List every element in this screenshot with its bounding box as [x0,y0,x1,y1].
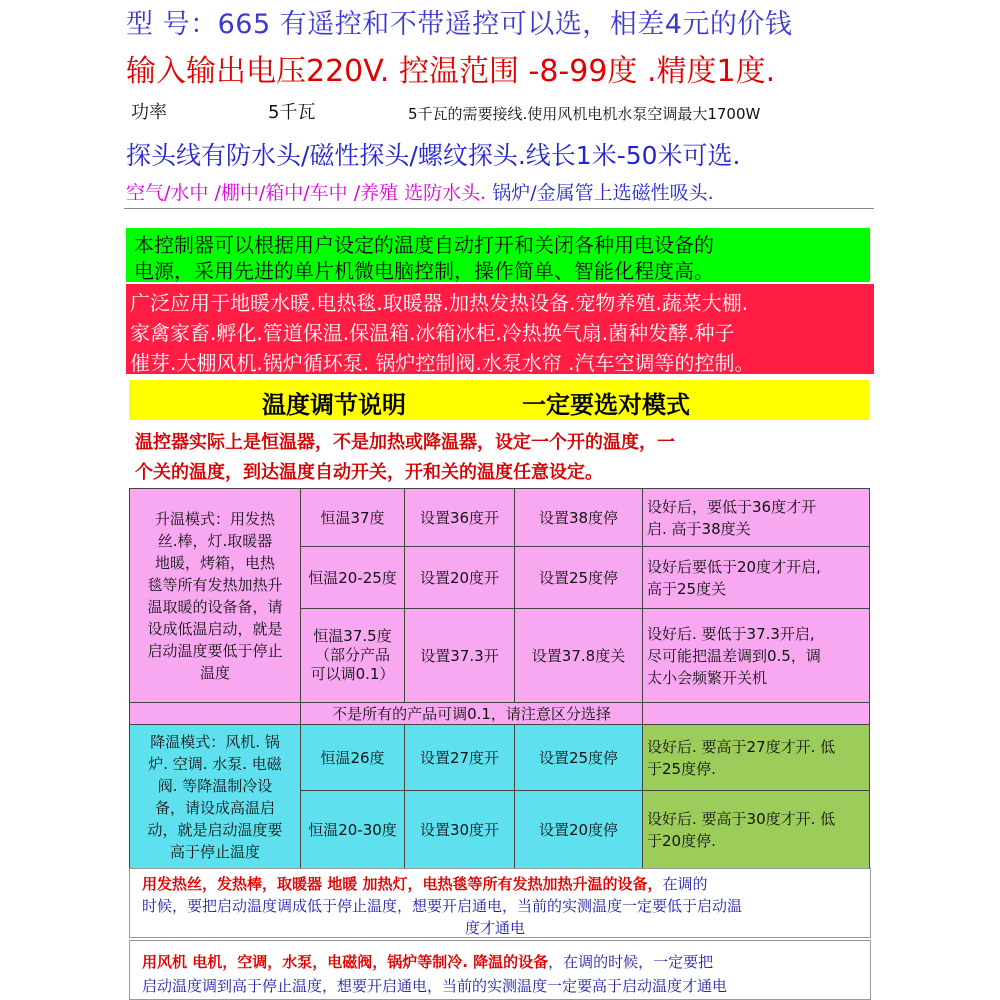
heating-mode-line: 温取暖的设备备，请 [147,597,283,616]
hold-line: 可以调0.1） [310,665,395,683]
cooling-mode-line: 降温模式：风机. 锅 [150,732,280,751]
power-note: 5千瓦的需要接线.使用风机电机水泵空调最大1700W [408,105,761,123]
table-header [129,380,869,420]
heating-instructions [129,868,871,938]
cooling-mode-line: 备，请设成高温启 [154,798,275,817]
hold-temp-cell: 恒温26度 [301,725,405,791]
table-row [130,725,870,791]
heating-mode-line: 温度 [199,663,230,682]
heating-mode-line: 升温模式：用发热 [154,509,275,528]
cooling-mode-line: 阀. 等降温制冷设 [157,776,273,795]
table-row [130,489,870,547]
divider [124,208,874,209]
thermostat-intro [129,420,869,488]
instr-tail: 在调的 [662,875,708,893]
usage-seg: 养殖 选防水头. [360,182,487,204]
desc-line: 高于25度关 [647,579,727,598]
heating-mode-line: 丝.棒，灯.取暖器 [157,531,273,550]
desc-cell [643,725,870,791]
heating-mode-cell [130,489,301,703]
instr-line [142,951,713,972]
hold-temp-cell: 恒温20-30度 [301,791,405,869]
cooling-mode-line: 炉. 空调. 水泵. 电磁 [148,754,282,773]
instr-bold: 用发热丝，发热棒，取暖器 地暖 加热灯，电热毯等所有发热加热升温的设备， [142,875,663,893]
settings-table [129,488,870,869]
desc-cell [643,791,870,869]
desc-line: 设好后，要低于36度才开 [647,497,817,516]
usage-seg: 空气/ [126,182,171,204]
intro-line: 个关的温度，到达温度自动开关，开和关的温度任意设定。 [135,462,603,483]
instr-line: 度才通电 [465,919,526,937]
model-line: 型 号：665 有遥控和不带遥控可以选，相差4元的价钱 [126,9,793,40]
desc-cell [643,609,870,703]
on-temp-cell: 设置20度开 [405,547,515,609]
instr-line: 启动温度调到高于停止温度，想要开启通电，当前的实测温度一定要高于启动温度才通电 [142,977,728,995]
off-temp-cell: 设置38度停 [515,489,643,547]
cooling-mode-line: 高于停止温度 [169,842,260,861]
desc-line: 于20度停. [647,831,716,850]
probe-usage-line [126,178,714,205]
desc-cell [643,547,870,609]
desc-line: 设好后. 要高于30度才开. 低 [647,809,836,828]
note-spacer [643,703,870,725]
power-label: 功率 [131,102,167,123]
red-line: 广泛应用于地暖水暖.电热毯.取暖器.加热发热设备.宠物养殖.蔬菜大棚. [130,291,749,315]
green-line: 本控制器可以根据用户设定的温度自动打开和关闭各种用电设备的 [134,233,714,257]
hold-temp-cell: 恒温20-25度 [301,547,405,609]
heating-mode-line: 毯等所有发热加热升 [147,575,283,594]
hold-line: （部分产品 [314,646,390,664]
red-line: 催芽.大棚风机.锅炉循环泵. 锅炉控制阀.水泵水帘 .汽车空调等的控制。 [130,351,755,375]
desc-line: 设好后. 要高于27度才开. 低 [647,737,836,756]
heating-mode-line: 设成低温启动，就是 [147,619,283,638]
heating-mode-line: 启动温度要低于停止 [147,641,283,660]
off-temp-cell: 设置25度停 [515,547,643,609]
usage-seg: 水中 / [170,182,221,204]
desc-cell [643,489,870,547]
cooling-instructions [129,940,871,1000]
off-temp-cell: 设置25度停 [515,725,643,791]
note-spacer [130,703,301,725]
table-row [130,703,870,725]
green-line: 电源，采用先进的单片机微电脑控制，操作简单、智能化程度高。 [134,259,714,283]
usage-seg: 锅炉/金属管上选磁性吸头. [486,182,714,204]
on-temp-cell: 设置36度开 [405,489,515,547]
precision-note: 不是所有的产品可调0.1，请注意区分选择 [301,703,643,725]
instr-bold: 用风机 电机，空调，水泵，电磁阀，锅炉等制冷. 降温的设备 [142,953,549,971]
off-temp-cell: 设置20度停 [515,791,643,869]
on-temp-cell: 设置27度开 [405,725,515,791]
hold-temp-cell [301,609,405,703]
desc-line: 太小会频繁开关机 [647,668,768,687]
power-value: 5千瓦 [268,102,316,123]
heating-mode-line: 地暖，烤箱，电热 [154,553,275,572]
hold-temp-cell: 恒温37度 [301,489,405,547]
header-left: 温度调节说明 [262,391,406,419]
red-line: 家禽家畜.孵化.管道保温.保温箱.冰箱冰柜.冷热换气扇.菌种发酵.种子 [130,321,735,345]
on-temp-cell: 设置37.3开 [405,609,515,703]
intro-line: 温控器实际上是恒温器，不是加热或降温器，设定一个开的温度，一 [135,432,675,453]
cooling-mode-cell [130,725,301,869]
desc-line: 设好后要低于20度才开启, [647,557,821,576]
probe-line: 探头线有防水头/磁性探头/螺纹探头.线长1米-50米可选. [126,141,741,170]
instr-line: 时候，要把启动温度调成低于停止温度，想要开启通电，当前的实测温度一定要低于启动温 [142,897,743,915]
on-temp-cell: 设置30度开 [405,791,515,869]
header-right: 一定要选对模式 [522,391,690,419]
desc-line: 尽可能把温差调到0.5，调 [647,646,821,665]
intro-green-box [126,228,870,282]
usage-seg: 棚中/ [220,182,266,204]
usage-seg: 箱中/ [265,182,310,204]
desc-line: 于25度停. [647,759,716,778]
instr-tail: ，在调的时候，一定要把 [548,953,714,971]
voltage-range-line: 输入输出电压220V. 控温范围 -8-99度 .精度1度. [126,54,776,89]
desc-line: 设好后. 要低于37.3开启, [647,624,815,643]
instr-line [142,873,707,894]
applications-red-box [126,284,874,374]
hold-line: 恒温37.5度 [313,627,392,645]
usage-seg: 车中 / [309,182,361,204]
off-temp-cell: 设置37.8度关 [515,609,643,703]
cooling-mode-line: 动，就是启动温度要 [147,820,283,839]
desc-line: 启. 高于38度关 [647,519,751,538]
